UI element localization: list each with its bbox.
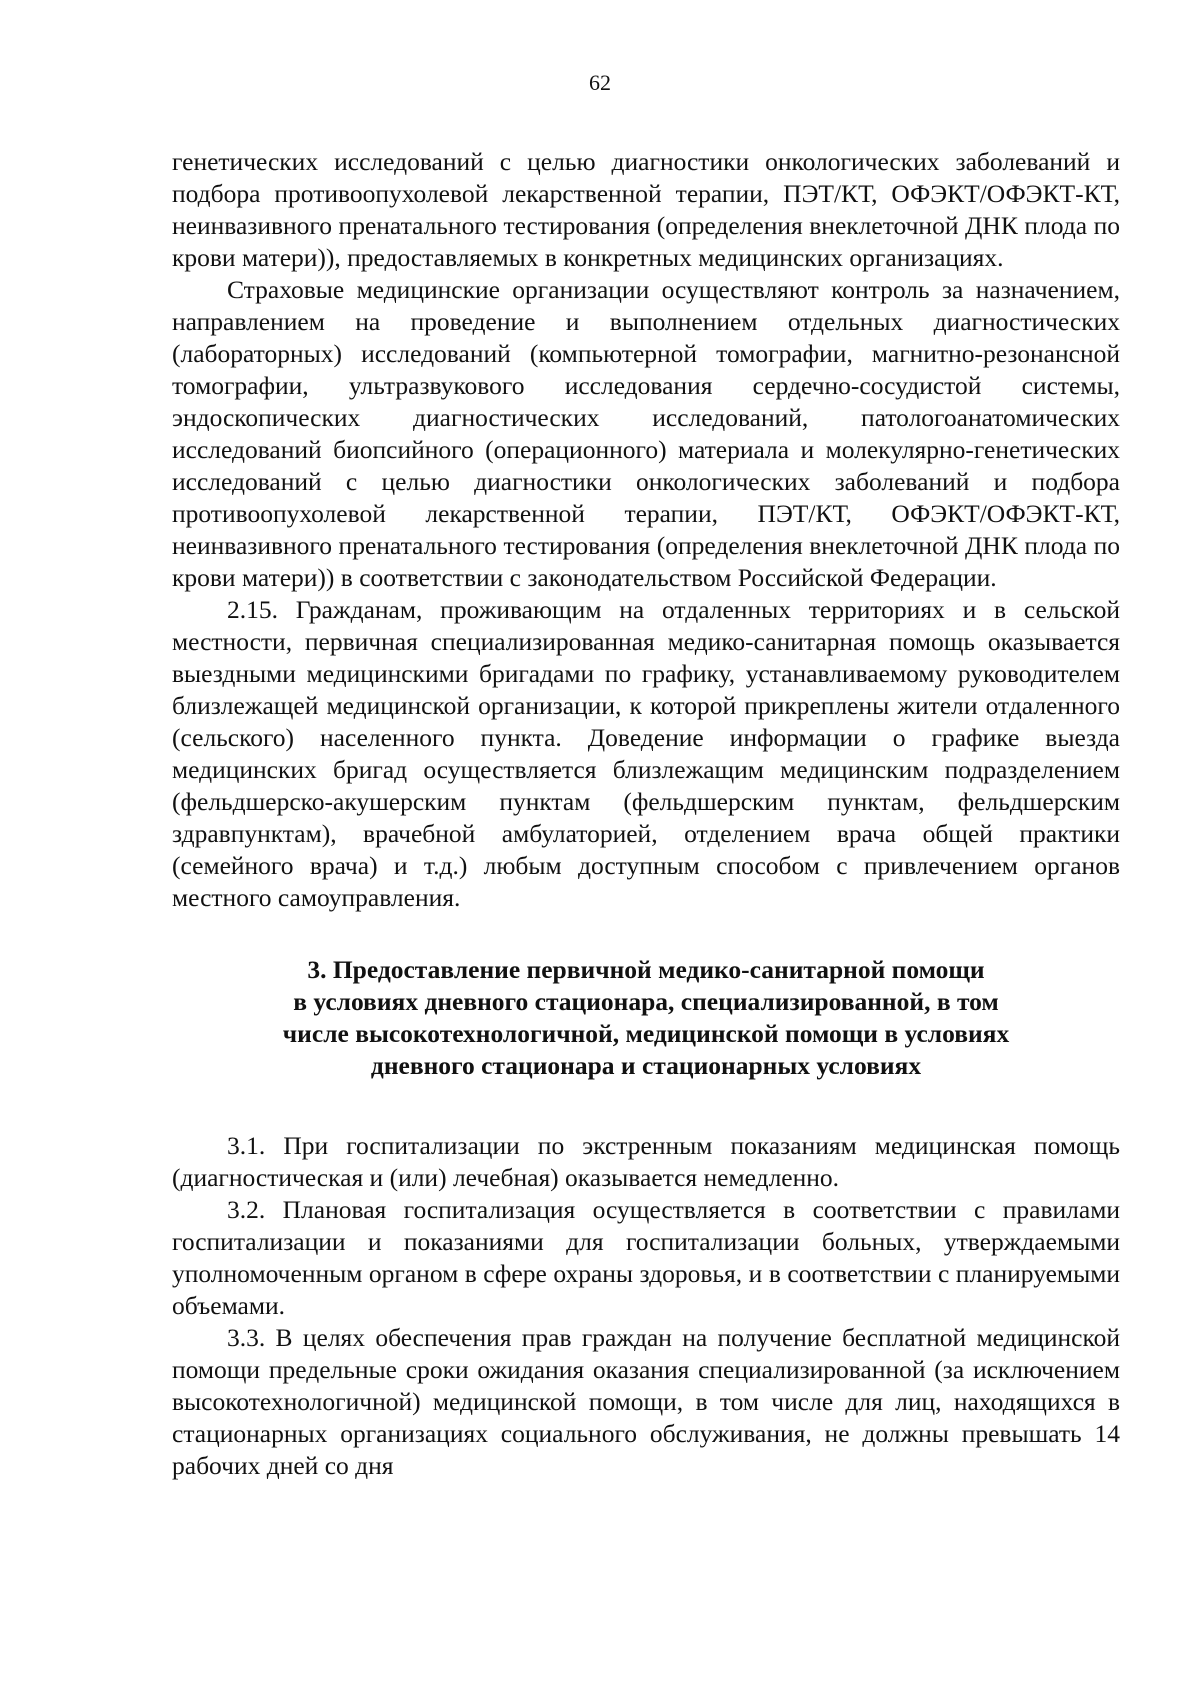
paragraph-3-3: 3.3. В целях обеспечения прав граждан на получение бесплатной медицинской помощи предельные сроки ожидания оказания специализированной (за исключением высокотехнологичной) медицинской помощи, в том числе для лиц, находящихся в стационарных организациях социального обслуживания, не должны превышать 14 рабочих дней со дня: [172, 1323, 1120, 1480]
section-heading-line: числе высокотехнологичной, медицинской помощи в условиях: [282, 1019, 1010, 1048]
section-heading-line: дневного стационара и стационарных условиях: [370, 1051, 922, 1080]
paragraph-3-1: 3.1. При госпитализации по экстренным показаниям медицинская помощь (диагностическая и (или) лечебная) оказывается немедленно.: [172, 1131, 1120, 1192]
paragraph-insurance-control: Страховые медицинские организации осуществляют контроль за назначением, направлением на проведение и выполнением отдельных диагностических (лабораторных) исследований (компьютерной томографии, магнитно-резонансной томографии, ультразвукового исследования сердечно-сосудистой системы, эндоскопических диагностических исследований, патологоанатомических исследований биопсийного (операционного) материала и молекулярно-генетических исследований с целью диагностики онкологических заболеваний и подбора противоопухолевой лекарственной терапии, ПЭТ/КТ, ОФЭКТ/ОФЭКТ-КТ, неинвазивного пренатального тестирования (определения внеклеточной ДНК плода по крови матери)) в соответствии с законодательством Российской Федерации.: [172, 275, 1120, 592]
paragraph-3-2: 3.2. Плановая госпитализация осуществляется в соответствии с правилами госпитализации и показаниями для госпитализации больных, утверждаемыми уполномоченным органом в сфере охраны здоровья, и в соответствии с планируемыми объемами.: [172, 1195, 1120, 1320]
paragraph-2-15: 2.15. Гражданам, проживающим на отдаленных территориях и в сельской местности, первичная специализированная медико-санитарная помощь оказывается выездными медицинскими бригадами по графику, устанавливаемому руководителем близлежащей медицинской организации, к которой прикреплены жители отдаленного (сельского) населенного пункта. Доведение информации о графике выезда медицинских бригад осуществляется близлежащим медицинским подразделением (фельдшерско-акушерским пунктам (фельдшерским пунктам, фельдшерским здравпунктам), врачебной амбулаторией, отделением врача общей практики (семейного врача) и т.д.) любым доступным способом с привлечением органов местного самоуправления.: [172, 595, 1120, 912]
section-heading-line: в условиях дневного стационара, специализированной, в том: [293, 987, 999, 1016]
paragraph-continuation: генетических исследований с целью диагностики онкологических заболеваний и подбора противоопухолевой лекарственной терапии, ПЭТ/КТ, ОФЭКТ/ОФЭКТ-КТ, неинвазивного пренатального тестирования (определения внеклеточной ДНК плода по крови матери)), предоставляемых в конкретных медицинских организациях.: [172, 147, 1120, 272]
section-3-heading: [172, 954, 1120, 1082]
document-body: [172, 146, 1120, 1482]
section-heading-line: 3. Предоставление первичной медико-санитарной помощи: [307, 955, 985, 984]
page-number: 62: [589, 70, 611, 95]
